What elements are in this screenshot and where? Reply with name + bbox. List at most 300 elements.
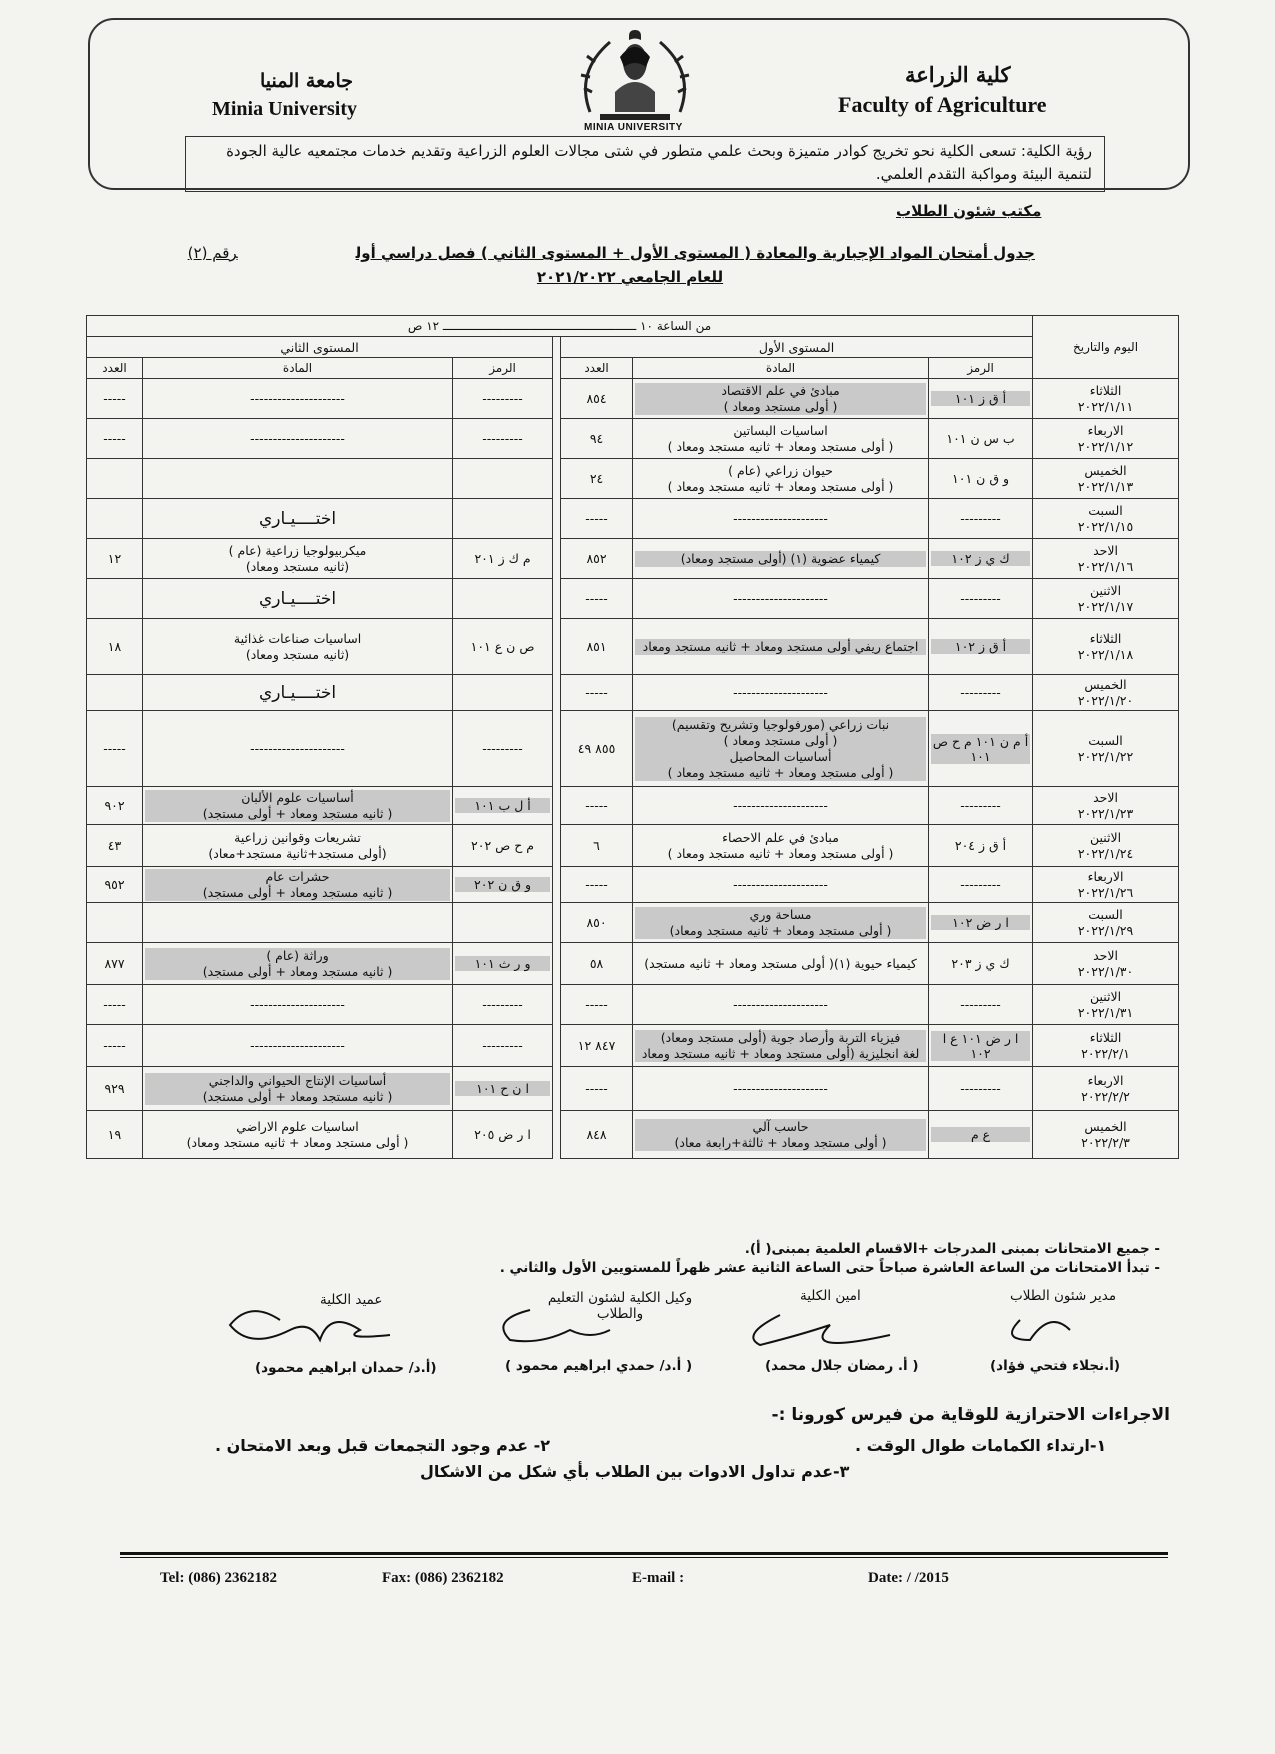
day-name: السبت xyxy=(1088,732,1123,748)
l1-subject-line: حاسب آلي xyxy=(635,1119,926,1135)
l1-subject-cell xyxy=(633,1111,929,1159)
l2-code-cell xyxy=(453,499,553,539)
l2-count: ١٩ xyxy=(107,1127,122,1142)
faculty-name-en: Faculty of Agriculture xyxy=(838,92,1047,117)
l1-subject-line: أساسيات المحاصيل xyxy=(635,749,926,765)
l1-code: أ ق ز ١٠٢ xyxy=(931,639,1030,654)
schedule-row xyxy=(87,539,1179,579)
signature-title-students-director: مدير شئون الطلاب xyxy=(1010,1288,1117,1304)
l1-count: ٨٥٢ xyxy=(586,551,607,566)
schedule-row xyxy=(87,459,1179,499)
day-date-cell xyxy=(1033,867,1179,903)
l2-code: م ك ز ٢٠١ xyxy=(474,551,531,566)
day-name: الاثنين xyxy=(1089,582,1122,598)
l1-subject-cell xyxy=(633,825,929,867)
l1-subject-cell xyxy=(633,675,929,711)
l1-count-cell xyxy=(561,539,633,579)
l1-count-cell xyxy=(561,459,633,499)
l1-count-cell xyxy=(561,619,633,675)
l2-code-cell xyxy=(453,1111,553,1159)
day-name: الاربعاء xyxy=(1087,422,1124,438)
exam-date: ٢٠٢٢/٢/٢ xyxy=(1081,1088,1130,1104)
l2-count: ----- xyxy=(103,391,126,406)
l1-subject-line: --------------------- xyxy=(733,510,828,526)
day-date-cell xyxy=(1033,985,1179,1025)
logo-caption: MINIA UNIVERSITY xyxy=(584,122,683,133)
l1-subject-line: --------------------- xyxy=(733,1080,828,1096)
handwritten-signatures-icon xyxy=(220,1290,1120,1350)
university-name-ar: جامعة المنيا xyxy=(260,70,353,92)
l2-subject-header: المادة xyxy=(143,358,453,379)
l2-code: ص ن ع ١٠١ xyxy=(470,639,535,654)
l2-count-cell xyxy=(87,675,143,711)
l2-code-cell xyxy=(453,459,553,499)
l2-subject-line: --------------------- xyxy=(250,430,345,446)
day-date-cell xyxy=(1033,379,1179,419)
schedule-row xyxy=(87,787,1179,825)
l1-code-cell xyxy=(929,867,1033,903)
day-date-cell xyxy=(1033,419,1179,459)
l1-count-cell xyxy=(561,903,633,943)
l1-subject-cell xyxy=(633,985,929,1025)
l1-code: ع م xyxy=(931,1127,1030,1142)
l2-count: ١٢ xyxy=(107,551,122,566)
office-name: مكتب شئون الطلاب xyxy=(896,202,1042,220)
academic-year: للعام الجامعي ٢٠٢١/٢٠٢٢ xyxy=(536,268,724,286)
l2-subject-cell xyxy=(143,1067,453,1111)
l2-code-cell xyxy=(453,985,553,1025)
exam-date: ٢٠٢٢/١/٢٣ xyxy=(1077,805,1134,821)
day-name: الثلاثاء xyxy=(1089,1029,1122,1045)
l2-count-cell xyxy=(87,1067,143,1111)
l1-code: --------- xyxy=(960,997,1001,1012)
l2-count: ٩٥٢ xyxy=(104,877,125,892)
l1-count: ٩٤ xyxy=(589,431,604,446)
university-logo-icon xyxy=(570,22,700,132)
signature-name-students-director: (أ.نجلاء فتحي فؤاد) xyxy=(990,1358,1121,1374)
l1-code-cell xyxy=(929,675,1033,711)
l1-subject-line: كيمياء حيوية (١)( أولى مستجد ومعاد + ثانيه مستجد) xyxy=(644,955,917,971)
l1-subject-line: --------------------- xyxy=(733,797,828,813)
corona-item-2: ٢- عدم وجود التجمعات قبل وبعد الامتحان . xyxy=(215,1436,551,1455)
l1-count-header: العدد xyxy=(561,358,633,379)
l1-subject-cell xyxy=(633,579,929,619)
l1-count: ٨٥٤ xyxy=(586,391,607,406)
exam-date: ٢٠٢٢/١/٢٠ xyxy=(1077,692,1134,708)
l1-count-cell xyxy=(561,943,633,985)
l2-count: ----- xyxy=(103,997,126,1012)
l1-code-cell xyxy=(929,579,1033,619)
day-date-cell xyxy=(1033,787,1179,825)
l2-count: ٩٢٩ xyxy=(104,1081,125,1096)
l1-code: ب س ن ١٠١ xyxy=(946,431,1015,446)
l2-subject-line: وراثة (عام ) xyxy=(145,948,450,964)
l1-count-cell xyxy=(561,711,633,787)
l1-subject-line: حيوان زراعي (عام ) xyxy=(728,462,833,478)
l2-code-cell xyxy=(453,379,553,419)
l1-code-cell xyxy=(929,379,1033,419)
l2-subject-line: تشريعات وقوانين زراعية xyxy=(234,829,361,845)
l2-subject-cell xyxy=(143,787,453,825)
l2-subject-line: اساسيات علوم الاراضي xyxy=(236,1118,359,1134)
l1-subject-line: ( أولى مستجد ومعاد ) xyxy=(635,399,926,415)
l2-subject-cell xyxy=(143,825,453,867)
l2-subject-line: --------------------- xyxy=(250,996,345,1012)
l1-subject-line: ( أولى مستجد ومعاد + ثانيه مستجد ومعاد ) xyxy=(635,765,926,781)
day-name: الاربعاء xyxy=(1087,868,1124,884)
l1-count-cell xyxy=(561,1067,633,1111)
l1-code-cell xyxy=(929,419,1033,459)
l2-count: ١٨ xyxy=(107,639,122,654)
schedule-number: رقم (٢) xyxy=(187,244,238,262)
l2-subject-cell xyxy=(143,675,453,711)
note-item: - جميع الامتحانات بمبنى المدرجات +الاقسام العلمية بمبنى( أ). xyxy=(744,1241,1160,1257)
signature-title-dean: عميد الكلية xyxy=(320,1292,383,1308)
l2-count-cell xyxy=(87,711,143,787)
l2-code-cell xyxy=(453,711,553,787)
exam-date: ٢٠٢٢/١/٢٤ xyxy=(1077,845,1134,861)
l1-code-cell xyxy=(929,619,1033,675)
l2-code: --------- xyxy=(482,431,523,446)
l2-subject-line: --------------------- xyxy=(250,390,345,406)
day-date-cell xyxy=(1033,459,1179,499)
l2-subject-cell xyxy=(143,1025,453,1067)
exam-schedule-table xyxy=(86,315,1179,1159)
schedule-row xyxy=(87,985,1179,1025)
l2-code: --------- xyxy=(482,1038,523,1053)
exam-date: ٢٠٢٢/١/١٧ xyxy=(1077,598,1134,614)
schedule-title xyxy=(187,244,1035,262)
l1-count: ٦ xyxy=(593,838,600,853)
l1-code: --------- xyxy=(960,877,1001,892)
l1-subject-line: --------------------- xyxy=(733,590,828,606)
l2-subject-line: ميكربيولوجيا زراعية (عام ) xyxy=(228,542,367,558)
day-date-cell xyxy=(1033,539,1179,579)
l1-subject-cell xyxy=(633,499,929,539)
l2-subject-line: (ثانيه مستجد ومعاد) xyxy=(245,558,350,574)
footer-divider xyxy=(120,1552,1168,1555)
l1-code: --------- xyxy=(960,511,1001,526)
l1-subject-line: ( أولى مستجد ومعاد + ثانيه مستجد ومعاد ) xyxy=(667,478,894,494)
schedule-row xyxy=(87,379,1179,419)
day-date-cell xyxy=(1033,1067,1179,1111)
l2-subject-line: --------------------- xyxy=(250,740,345,756)
l1-code-cell xyxy=(929,1111,1033,1159)
day-date-header: اليوم والتاريخ xyxy=(1033,316,1179,379)
l1-subject-line: فيزياء التربة وأرصاد جوية (أولى مستجد ومعاد) xyxy=(635,1030,926,1046)
day-date-cell xyxy=(1033,903,1179,943)
l2-code-cell xyxy=(453,903,553,943)
notes xyxy=(290,1240,1160,1278)
l1-subject-line: اجتماع ريفي أولى مستجد ومعاد + ثانيه مستجد ومعاد xyxy=(635,639,926,655)
l2-subject-cell xyxy=(143,903,453,943)
l2-code: --------- xyxy=(482,997,523,1012)
schedule-row xyxy=(87,825,1179,867)
l1-code-cell xyxy=(929,985,1033,1025)
day-date-cell xyxy=(1033,1111,1179,1159)
l1-subject-line: ( أولى مستجد ومعاد + ثانيه مستجد ومعاد ) xyxy=(667,845,894,861)
l2-code: ا ن ح ١٠١ xyxy=(455,1081,550,1096)
signature-name-vice-dean: ( أ.د/ حمدي ابراهيم محمود ) xyxy=(505,1358,693,1374)
l1-code: --------- xyxy=(960,1081,1001,1096)
l2-subject-line: (أولى مستجد+ثانية مستجد+معاد) xyxy=(208,845,387,861)
day-name: السبت xyxy=(1088,502,1123,518)
schedule-row xyxy=(87,1025,1179,1067)
l1-code: ا ر ض ١٠١ ع ا ١٠٢ xyxy=(931,1031,1030,1061)
l1-code: --------- xyxy=(960,591,1001,606)
l2-subject-line: --------------------- xyxy=(250,1037,345,1053)
l1-count-cell xyxy=(561,867,633,903)
l2-code-cell xyxy=(453,539,553,579)
exam-date: ٢٠٢٢/٢/٣ xyxy=(1081,1134,1130,1150)
l1-count-cell xyxy=(561,675,633,711)
day-date-cell xyxy=(1033,619,1179,675)
l2-subject-cell xyxy=(143,379,453,419)
l1-count: ----- xyxy=(585,798,608,813)
l2-count-cell xyxy=(87,459,143,499)
signature-title-vice-dean: وكيل الكلية لشئون التعليم والطلاب xyxy=(547,1290,693,1322)
l1-subject-line: مساحة وري xyxy=(635,907,926,923)
l2-count-cell xyxy=(87,943,143,985)
l1-count-cell xyxy=(561,985,633,1025)
schedule-row xyxy=(87,903,1179,943)
schedule-row xyxy=(87,499,1179,539)
l1-code: --------- xyxy=(960,798,1001,813)
exam-date: ٢٠٢٢/١/١٣ xyxy=(1077,478,1134,494)
exam-date: ٢٠٢٢/٢/١ xyxy=(1081,1045,1130,1061)
l1-subject-cell xyxy=(633,1067,929,1111)
schedule-title-text: جدول أمتحان المواد الإجبارية والمعادة ( المستوى الأول + المستوى الثاني ) فصل دراسي أول xyxy=(355,244,1035,262)
l2-subject-line: اساسيات صناعات غذائية xyxy=(233,630,362,646)
l2-code-cell xyxy=(453,787,553,825)
l2-code-header: الرمز xyxy=(453,358,553,379)
day-name: الخميس xyxy=(1084,462,1127,478)
l1-count: ----- xyxy=(585,877,608,892)
l1-count-cell xyxy=(561,1111,633,1159)
schedule-row xyxy=(87,1067,1179,1111)
l1-count-cell xyxy=(561,579,633,619)
l1-count: ٨٤٨ xyxy=(586,1127,607,1142)
l2-subject-line: ( ثانيه مستجد ومعاد + أولى مستجد) xyxy=(145,1089,450,1105)
l2-subject-cell xyxy=(143,1111,453,1159)
l2-code: و ر ث ١٠١ xyxy=(455,956,550,971)
signature-name-dean: (أ.د/ حمدان ابراهيم محمود) xyxy=(255,1360,437,1376)
l1-count: ----- xyxy=(585,685,608,700)
l1-subject-line: اساسيات البساتين xyxy=(733,422,828,438)
exam-date: ٢٠٢٢/١/١٥ xyxy=(1077,518,1134,534)
l1-subject-cell xyxy=(633,943,929,985)
l1-count-cell xyxy=(561,499,633,539)
l1-code: أ ق ز ١٠١ xyxy=(931,391,1030,406)
l1-subject-line: ( أولى مستجد ومعاد + ثانيه مستجد ومعاد ) xyxy=(667,438,894,454)
day-name: الاحد xyxy=(1093,947,1118,963)
l1-code-cell xyxy=(929,499,1033,539)
schedule-row xyxy=(87,675,1179,711)
l1-count: ٨٥٠ xyxy=(586,915,607,930)
l2-count-cell xyxy=(87,499,143,539)
l1-subject-line: --------------------- xyxy=(733,684,828,700)
exam-date: ٢٠٢٢/١/٢٢ xyxy=(1077,748,1134,764)
day-name: الخميس xyxy=(1084,676,1127,692)
day-name: الثلاثاء xyxy=(1089,630,1122,646)
l1-code: ك ي ز ١٠٢ xyxy=(931,551,1030,566)
l1-count-cell xyxy=(561,419,633,459)
footer-date: Date: / /2015 xyxy=(868,1570,949,1586)
corona-item-1: ١-ارتداء الكمامات طوال الوقت . xyxy=(855,1436,1107,1455)
faculty-name-ar: كلية الزراعة xyxy=(905,62,1011,87)
l2-code-cell xyxy=(453,579,553,619)
schedule-row xyxy=(87,619,1179,675)
l1-subject-line: مبادئ في علم الاحصاء xyxy=(722,829,839,845)
footer-email: E-mail : xyxy=(632,1570,685,1586)
l1-count-cell xyxy=(561,825,633,867)
day-name: الاثنين xyxy=(1089,988,1122,1004)
l1-subject-cell xyxy=(633,539,929,579)
l1-subject-line: مبادئ في علم الاقتصاد xyxy=(635,383,926,399)
l1-subject-line: ( أولى مستجد ومعاد + ثانيه مستجد ومعاد) xyxy=(635,923,926,939)
l1-code: أ م ن ١٠١ م ح ص ١٠١ xyxy=(932,733,1029,764)
day-date-cell xyxy=(1033,1025,1179,1067)
l2-subject-cell xyxy=(143,943,453,985)
l1-count-cell xyxy=(561,1025,633,1067)
l1-subject-cell xyxy=(633,867,929,903)
l2-count: ----- xyxy=(103,1038,126,1053)
l2-count-cell xyxy=(87,903,143,943)
schedule-row xyxy=(87,579,1179,619)
l2-code: ا ر ض ٢٠٥ xyxy=(474,1127,531,1142)
l1-count: ----- xyxy=(585,997,608,1012)
l1-code-cell xyxy=(929,1067,1033,1111)
time-slot: من الساعة ١٠ ـــــــــــــــــــــــــــــــــــــــــــــــــــــــ ١٢ ص xyxy=(87,316,1033,337)
l1-code-cell xyxy=(929,539,1033,579)
l1-code: أ ق ز ٢٠٤ xyxy=(954,838,1007,853)
l2-code: --------- xyxy=(482,391,523,406)
signature-title-secretary: امين الكلية xyxy=(800,1288,861,1304)
l2-count-cell xyxy=(87,419,143,459)
l1-code-cell xyxy=(929,825,1033,867)
l2-code-cell xyxy=(453,867,553,903)
l2-count-cell xyxy=(87,579,143,619)
l1-count: ----- xyxy=(585,1081,608,1096)
university-name-en: Minia University xyxy=(212,98,357,120)
l2-subject-line: اختــــيـاري xyxy=(258,588,337,609)
l1-count: ٨٤٧ ١٢ xyxy=(577,1038,616,1053)
day-name: الخميس xyxy=(1084,1118,1127,1134)
l1-code-cell xyxy=(929,787,1033,825)
l2-subject-cell xyxy=(143,579,453,619)
l1-subject-line: ( أولى مستجد ومعاد ) xyxy=(635,733,926,749)
day-date-cell xyxy=(1033,499,1179,539)
exam-date: ٢٠٢٢/١/٢٦ xyxy=(1077,884,1134,900)
l2-subject-line: ( ثانيه مستجد ومعاد + أولى مستجد) xyxy=(145,964,450,980)
l1-subject-header: المادة xyxy=(633,358,929,379)
l1-count: ٨٥١ xyxy=(586,639,607,654)
l2-count: ----- xyxy=(103,741,126,756)
l2-code-cell xyxy=(453,419,553,459)
l2-subject-line: اختــــيـاري xyxy=(258,508,337,529)
exam-date: ٢٠٢٢/١/٢٩ xyxy=(1077,922,1134,938)
day-name: السبت xyxy=(1088,906,1123,922)
l2-subject-cell xyxy=(143,499,453,539)
l1-subject-cell xyxy=(633,787,929,825)
l2-subject-line: اختــــيـاري xyxy=(258,682,337,703)
l2-count-cell xyxy=(87,985,143,1025)
l2-count: ٩٠٢ xyxy=(104,798,125,813)
l1-count: ----- xyxy=(585,591,608,606)
l2-code-cell xyxy=(453,943,553,985)
day-date-cell xyxy=(1033,825,1179,867)
day-name: الاثنين xyxy=(1089,829,1122,845)
l1-code-cell xyxy=(929,711,1033,787)
l2-code: أ ل ب ١٠١ xyxy=(455,798,550,813)
day-name: الاحد xyxy=(1093,789,1118,805)
l1-count: ----- xyxy=(585,511,608,526)
l2-subject-line: حشرات عام xyxy=(145,869,450,885)
l1-count-cell xyxy=(561,787,633,825)
l2-subject-cell xyxy=(143,619,453,675)
l2-subject-line: ( ثانيه مستجد ومعاد + أولى مستجد) xyxy=(145,806,450,822)
day-date-cell xyxy=(1033,675,1179,711)
l2-subject-line: ( أولى مستجد ومعاد + ثانيه مستجد ومعاد) xyxy=(186,1134,409,1150)
l1-subject-cell xyxy=(633,379,929,419)
day-name: الثلاثاء xyxy=(1089,382,1122,398)
l1-subject-line: نبات زراعي (مورفولوجيا وتشريح وتقسيم) xyxy=(635,717,926,733)
footer-fax: Fax: (086) 2362182 xyxy=(382,1570,504,1586)
day-date-cell xyxy=(1033,579,1179,619)
schedule-row xyxy=(87,419,1179,459)
l2-count-header: العدد xyxy=(87,358,143,379)
l1-subject-line: ( أولى مستجد ومعاد + ثالثة+رابعة معاد) xyxy=(635,1135,926,1151)
l2-code-cell xyxy=(453,1025,553,1067)
l1-code-header: الرمز xyxy=(929,358,1033,379)
l2-subject-cell xyxy=(143,711,453,787)
l2-subject-line: (ثانيه مستجد ومعاد) xyxy=(245,646,350,662)
l2-count: ٤٣ xyxy=(107,838,122,853)
l2-code: و ق ن ٢٠٢ xyxy=(455,877,550,892)
exam-date: ٢٠٢٢/١/٣١ xyxy=(1077,1004,1134,1020)
l1-code-cell xyxy=(929,943,1033,985)
l2-count-cell xyxy=(87,619,143,675)
l2-subject-line: أساسيات علوم الألبان xyxy=(145,790,450,806)
l1-code: --------- xyxy=(960,685,1001,700)
l2-code: --------- xyxy=(482,741,523,756)
l2-code: م ح ص ٢٠٢ xyxy=(471,838,535,853)
l1-subject-cell xyxy=(633,1025,929,1067)
l2-code-cell xyxy=(453,675,553,711)
l1-subject-cell xyxy=(633,711,929,787)
note-item: - تبدأ الامتحانات من الساعة العاشرة صباحاً حتى الساعة الثانية عشر ظهراً للمستويين الأول والثاني . xyxy=(499,1260,1160,1276)
l2-subject-cell xyxy=(143,539,453,579)
schedule-row xyxy=(87,711,1179,787)
exam-date: ٢٠٢٢/١/١٦ xyxy=(1077,558,1134,574)
l2-count-cell xyxy=(87,787,143,825)
exam-date: ٢٠٢٢/١/١٨ xyxy=(1077,646,1134,662)
exam-date: ٢٠٢٢/١/١٢ xyxy=(1077,438,1134,454)
l2-subject-cell xyxy=(143,867,453,903)
l1-count: ٢٤ xyxy=(589,471,604,486)
l2-count-cell xyxy=(87,825,143,867)
day-name: الاحد xyxy=(1093,542,1118,558)
l2-count: ----- xyxy=(103,431,126,446)
l1-subject-line: لغة انجليزية (أولى مستجد ومعاد + ثانيه مستجد ومعاد xyxy=(635,1046,926,1062)
l2-count: ٨٧٧ xyxy=(104,956,125,971)
l1-code: و ق ن ١٠١ xyxy=(952,471,1010,486)
l2-count-cell xyxy=(87,867,143,903)
l1-code: ا ر ض ١٠٢ xyxy=(931,915,1030,930)
l1-subject-line: كيمياء عضوية (١) (أولى مستجد ومعاد) xyxy=(635,551,926,567)
day-date-cell xyxy=(1033,711,1179,787)
l1-code: ك ي ز ٢٠٣ xyxy=(951,956,1010,971)
